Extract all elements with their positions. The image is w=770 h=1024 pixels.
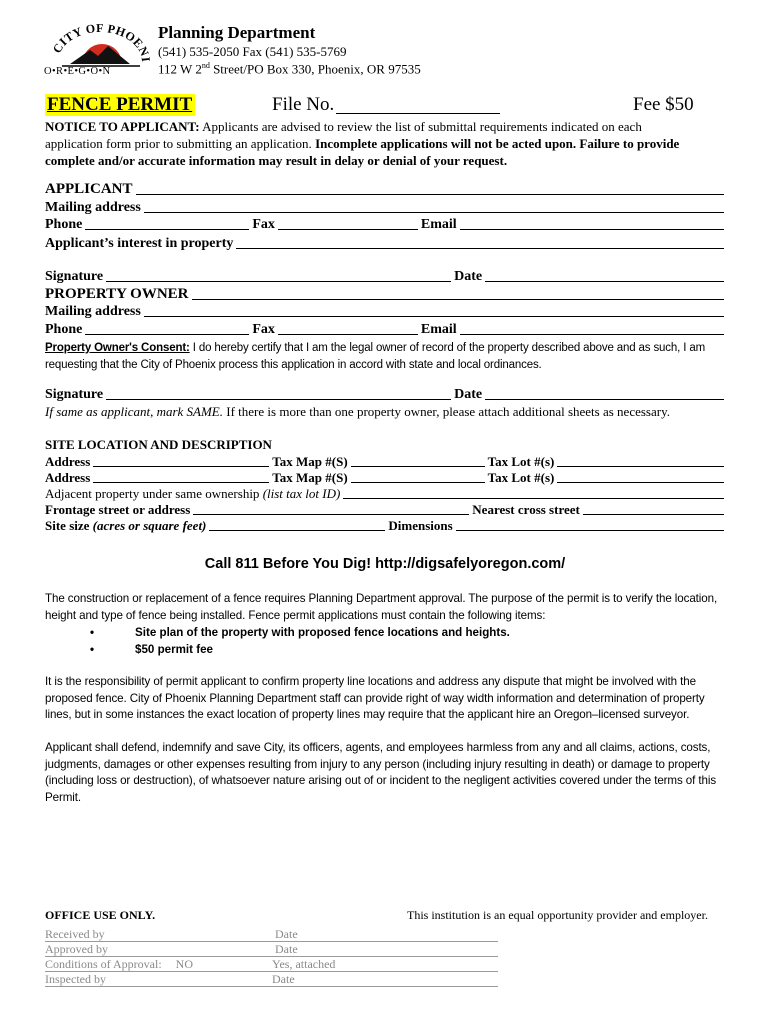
site-adjacent-field[interactable]	[343, 498, 724, 499]
applicant-fax-field[interactable]	[278, 229, 418, 230]
seal-oregon-text: O•R•E•G•O•N	[44, 66, 111, 77]
site-heading: SITE LOCATION AND DESCRIPTION	[45, 437, 272, 452]
owner-email-label: Email	[420, 322, 457, 337]
owner-signature-label: Signature	[45, 387, 104, 402]
received-by-field[interactable]	[45, 941, 498, 942]
site-frontage-field[interactable]	[193, 514, 469, 515]
site-adjacent-row	[45, 486, 727, 502]
yes-attached-label: Yes, attached	[272, 957, 336, 971]
site-cross-street-label: Nearest cross street	[472, 502, 580, 517]
owner-mailing-label: Mailing address	[45, 304, 141, 319]
applicant-email-label: Email	[420, 217, 457, 232]
file-number-label: File No.	[272, 94, 335, 115]
conditions-field[interactable]	[45, 971, 498, 972]
site-address-label: Address	[45, 470, 91, 485]
owner-contact-row	[45, 322, 727, 338]
department-name: Planning Department	[158, 23, 316, 42]
owner-mailing-field[interactable]	[144, 316, 724, 317]
department-address: 112 W 2nd Street/PO Box 330, Phoenix, OR 97535	[158, 61, 421, 77]
applicant-interest-label: Applicant’s interest in property	[45, 236, 234, 251]
site-tax-map-field[interactable]	[351, 482, 485, 483]
requirements-list	[90, 624, 510, 658]
site-frontage-label: Frontage street or address	[45, 502, 191, 517]
applicant-date-label: Date	[454, 269, 483, 284]
list-item: • Site plan of the property with proposed fence locations and heights.	[90, 626, 510, 639]
site-size-row	[45, 518, 727, 534]
approved-by-label: Approved by	[45, 942, 108, 956]
owner-date-label: Date	[454, 387, 483, 402]
body-paragraph-2: It is the responsibility of permit applicant to confirm property line locations and address any dispute that might be involved with the proposed fence. City of Phoenix Planning Department staff can provide right of way width information and determination of property lines, but in some instances the exact location of property lines may require that the applicant hire an Oregon–licensed surveyor.	[45, 675, 705, 721]
approved-date-label: Date	[275, 942, 298, 956]
applicant-phone-field[interactable]	[85, 229, 249, 230]
applicant-phone-label: Phone	[45, 217, 83, 232]
owner-phone-field[interactable]	[85, 334, 249, 335]
applicant-signature-label: Signature	[45, 269, 104, 284]
permit-title: FENCE PERMIT	[45, 94, 195, 116]
applicant-mailing-field[interactable]	[144, 212, 724, 213]
site-address-row-2	[45, 470, 727, 486]
applicant-interest-row	[45, 236, 727, 252]
site-size-label: Site size (acres or square feet)	[45, 518, 207, 533]
office-use-heading: OFFICE USE ONLY.	[45, 908, 156, 922]
inspected-date-label: Date	[272, 972, 295, 986]
notice-to-applicant: NOTICE TO APPLICANT: Applicants are advised to review the list of submittal requirements indicated on each application form prior to submitting an application. Incomplete applications will not be acted upon. Failure to provide complete and/or accurate information may result in delay or denial of your request.	[45, 119, 680, 168]
site-tax-map-label: Tax Map #(S)	[272, 470, 348, 485]
call-811-notice: Call 811 Before You Dig! http://digsafelyoregon.com/	[204, 556, 566, 572]
site-address-label: Address	[45, 454, 91, 469]
applicant-field[interactable]	[136, 194, 724, 195]
applicant-email-field[interactable]	[460, 229, 724, 230]
owner-row	[45, 286, 727, 303]
owner-fax-field[interactable]	[278, 334, 418, 335]
applicant-row	[45, 181, 727, 198]
site-tax-lot-field[interactable]	[557, 466, 724, 467]
site-dimensions-field[interactable]	[456, 530, 724, 531]
fee-label: Fee $50	[633, 94, 694, 115]
owner-phone-label: Phone	[45, 322, 83, 337]
owner-field[interactable]	[192, 299, 724, 300]
site-dimensions-label: Dimensions	[388, 518, 453, 533]
approved-by-field[interactable]	[45, 956, 498, 957]
owner-signature-row	[45, 387, 727, 403]
inspected-by-field[interactable]	[45, 986, 498, 987]
applicant-interest-field[interactable]	[236, 248, 724, 249]
owner-fax-label: Fax	[252, 322, 275, 337]
site-adjacent-label: Adjacent property under same ownership (list tax lot ID)	[45, 486, 341, 501]
list-item: • $50 permit fee	[90, 643, 213, 656]
owner-email-field[interactable]	[460, 334, 724, 335]
applicant-signature-row	[45, 269, 727, 285]
conditions-label: Conditions of Approval: NO	[45, 957, 194, 971]
site-address-field[interactable]	[93, 466, 269, 467]
applicant-mailing-row	[45, 200, 727, 216]
same-as-applicant-note: If same as applicant, mark SAME. If there is more than one property owner, please attach additional sheets as necessary.	[45, 404, 670, 419]
owner-label: PROPERTY OWNER	[45, 286, 189, 302]
body-paragraph-1: The construction or replacement of a fence requires Planning Department approval. The purpose of the permit is to verify the location, height and type of fence being installed. Fence permit applications must contain the following items:	[45, 592, 718, 622]
site-tax-lot-field[interactable]	[557, 482, 724, 483]
applicant-label: APPLICANT	[45, 181, 133, 197]
site-tax-map-label: Tax Map #(S)	[272, 454, 348, 469]
site-frontage-row	[45, 502, 727, 518]
applicant-fax-label: Fax	[252, 217, 275, 232]
site-address-row-1	[45, 454, 727, 470]
owner-signature-field[interactable]	[106, 399, 451, 400]
site-tax-lot-label: Tax Lot #(s)	[487, 470, 555, 485]
site-size-field[interactable]	[209, 530, 385, 531]
site-tax-lot-label: Tax Lot #(s)	[487, 454, 555, 469]
inspected-by-label: Inspected by	[45, 972, 106, 986]
owner-mailing-row	[45, 304, 727, 320]
site-cross-street-field[interactable]	[583, 514, 724, 515]
applicant-signature-field[interactable]	[106, 281, 451, 282]
site-tax-map-field[interactable]	[351, 466, 485, 467]
applicant-contact-row	[45, 217, 727, 233]
site-address-field[interactable]	[93, 482, 269, 483]
svg-text:CITY OF PHOENIX: CITY OF PHOENI	[49, 20, 154, 63]
received-date-label: Date	[275, 927, 298, 941]
received-by-label: Received by	[45, 927, 105, 941]
applicant-date-field[interactable]	[485, 281, 724, 282]
file-number-field[interactable]	[336, 113, 500, 114]
applicant-mailing-label: Mailing address	[45, 200, 141, 215]
owner-consent: Property Owner's Consent: I do hereby certify that I am the legal owner of record of the property described above and as such, I am requesting that the City of Phoenix process this application in accord with state and local ordinances.	[45, 342, 705, 371]
department-phone-fax: (541) 535-2050 Fax (541) 535-5769	[158, 44, 347, 59]
owner-date-field[interactable]	[485, 399, 724, 400]
body-paragraph-3: Applicant shall defend, indemnify and save City, its officers, agents, and employees harmless from any and all claims, actions, costs, judgments, damages or other expenses resulting from injury to any person (including injury resulting in death) or damage to property (including loss or destruction), of whatsoever nature arising out of or incident to the negligent activities covered under the terms of this Permit.	[45, 741, 717, 804]
equal-opportunity-statement: This institution is an equal opportunity provider and employer.	[407, 908, 708, 922]
